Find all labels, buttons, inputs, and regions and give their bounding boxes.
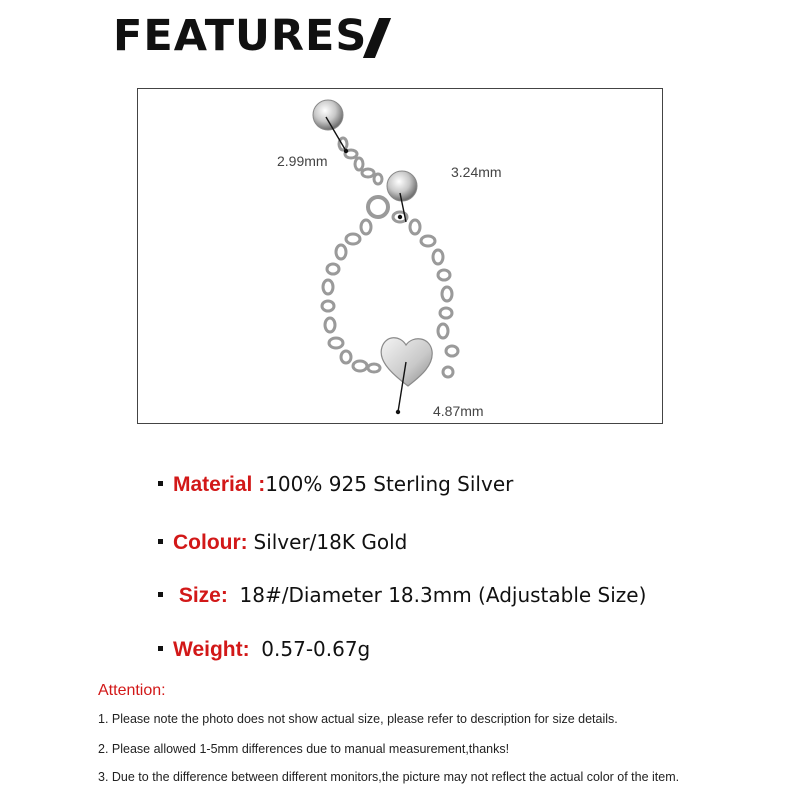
page-title: FEATURES [113, 11, 368, 61]
features-header [113, 8, 367, 64]
bullet-icon [158, 592, 163, 597]
spec-value: Silver/18K Gold [253, 530, 408, 554]
bullet-icon [158, 646, 163, 651]
bullet-icon [158, 481, 163, 486]
spec-value: 18#/Diameter 18.3mm (Adjustable Size) [239, 583, 647, 607]
bullet-icon [158, 539, 163, 544]
spec-colour [158, 530, 407, 555]
spec-label: Weight: [173, 638, 250, 661]
attention-title: Attention: [98, 682, 166, 699]
dimension-label-bead-small: 2.99mm [277, 153, 328, 169]
spec-size [158, 583, 646, 608]
product-diagram [137, 88, 663, 424]
attention-note: 1. Please note the photo does not show actual size, please refer to description for size details. [98, 712, 618, 726]
attention-note: 2. Please allowed 1-5mm differences due to manual measurement,thanks! [98, 742, 510, 756]
dimension-label-heart: 4.87mm [433, 403, 484, 419]
dimension-label-bead-large: 3.24mm [451, 164, 502, 180]
spec-value: 100% 925 Sterling Silver [265, 472, 514, 496]
spec-label: Colour: [173, 531, 248, 554]
spec-value: 0.57-0.67g [261, 637, 371, 661]
spec-weight [158, 637, 370, 662]
top-bead [313, 100, 343, 130]
spec-material [158, 472, 513, 497]
middle-bead [387, 171, 417, 201]
spec-label: Material : [173, 473, 266, 496]
heart-charm [381, 338, 432, 386]
spec-label: Size: [178, 584, 228, 607]
ring-illustration [138, 89, 664, 425]
attention-note: 3. Due to the difference between different monitors,the picture may not reflect the actual color of the item. [98, 770, 680, 784]
